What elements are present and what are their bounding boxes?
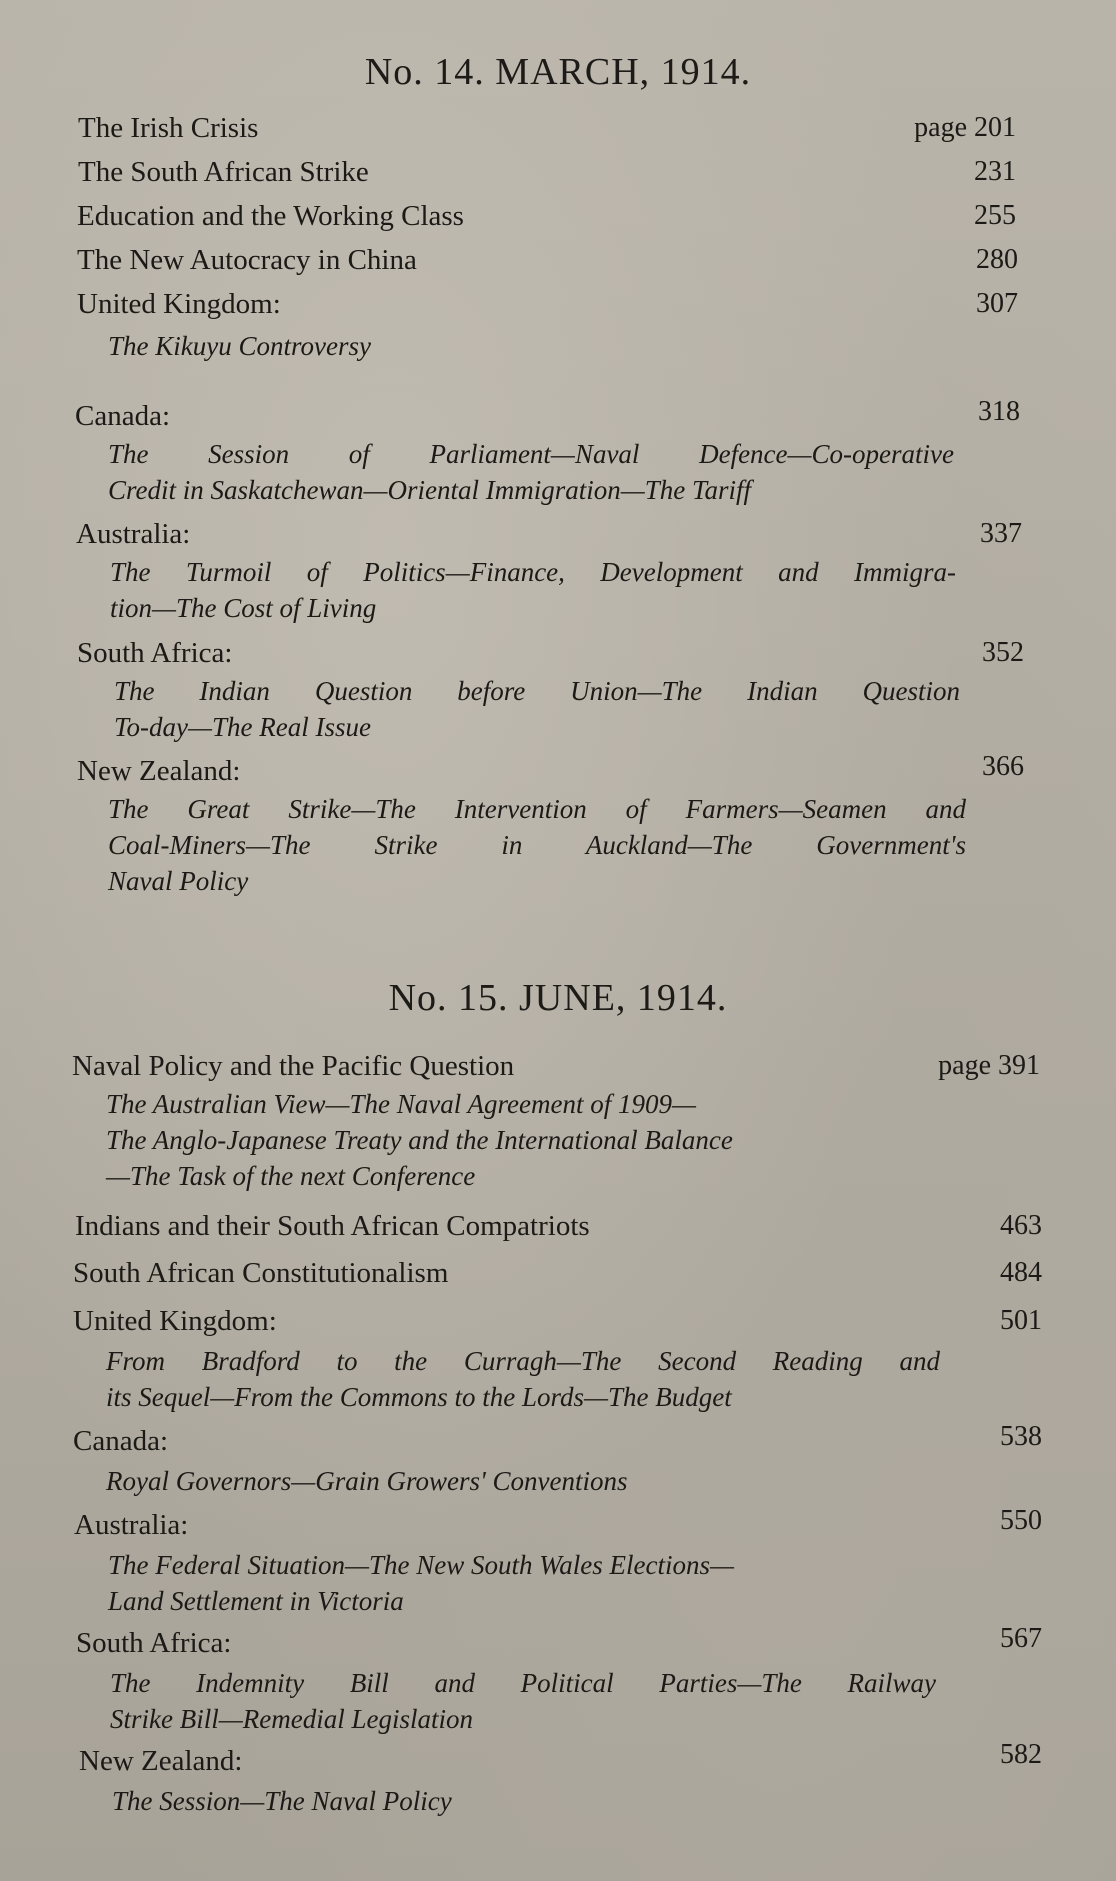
entry-title: The Irish Crisis	[78, 112, 259, 144]
subtopic-line: Coal-Miners—The Strike in Auckland—The Government's	[108, 830, 966, 860]
entry-title: South Africa:	[76, 1627, 232, 1659]
subtopic-line: The Session of Parliament—Naval Defence—Co-operative	[108, 439, 954, 469]
entry-subtopics	[108, 328, 968, 364]
subtopic-line: The Session—The Naval Policy	[112, 1786, 452, 1816]
subtopic-line: From Bradford to the Curragh—The Second Reading and	[106, 1346, 940, 1376]
subtopic-line: Strike Bill—Remedial Legislation	[110, 1704, 473, 1734]
entry-page-number: 484	[1000, 1257, 1042, 1288]
entry-subtopics	[106, 1343, 940, 1415]
entry-title: South African Constitutionalism	[73, 1257, 449, 1289]
subtopic-line: Credit in Saskatchewan—Oriental Immigration—The Tariff	[108, 475, 752, 505]
issue-15-heading: No. 15. JUNE, 1914.	[388, 977, 728, 1019]
entry-title: South Africa:	[77, 637, 233, 669]
subtopic-line: The Indian Question before Union—The Indian Question	[114, 676, 960, 706]
subtopic-line: Royal Governors—Grain Growers' Conventions	[106, 1466, 628, 1496]
entry-title: Australia:	[76, 518, 191, 550]
entry-subtopics	[108, 791, 966, 899]
subtopic-line: The Turmoil of Politics—Finance, Development and Immigra-	[110, 557, 956, 587]
entry-page-number: 352	[982, 637, 1024, 668]
entry-title: Indians and their South African Compatriots	[75, 1210, 590, 1242]
entry-page-number: 567	[1000, 1623, 1042, 1654]
entry-page-number: 463	[1000, 1210, 1042, 1241]
entry-page-number: 255	[974, 200, 1016, 231]
subtopic-line: Naval Policy	[108, 866, 249, 896]
entry-page-number: 582	[1000, 1739, 1042, 1770]
entry-title: Australia:	[74, 1509, 189, 1541]
entry-page-number: 318	[978, 396, 1020, 427]
subtopic-line: The Anglo-Japanese Treaty and the International Balance	[106, 1125, 733, 1155]
entry-title: Education and the Working Class	[77, 200, 464, 232]
subtopic-line: The Kikuyu Controversy	[108, 331, 371, 361]
entry-subtopics	[106, 1463, 940, 1499]
entry-subtopics	[110, 554, 956, 626]
entry-page-number: 538	[1000, 1421, 1042, 1452]
subtopic-line: The Great Strike—The Intervention of Farmers—Seamen and	[108, 794, 966, 824]
entry-page-number: 231	[974, 156, 1016, 187]
entry-page-number: page 391	[938, 1050, 1040, 1081]
entry-title: New Zealand:	[79, 1745, 243, 1777]
subtopic-line: The Federal Situation—The New South Wales Elections—	[108, 1550, 734, 1580]
entry-title: United Kingdom:	[73, 1305, 277, 1337]
entry-subtopics	[106, 1086, 936, 1194]
entry-title: The South African Strike	[78, 156, 369, 188]
entry-page-number: 501	[1000, 1305, 1042, 1336]
entry-title: United Kingdom:	[77, 288, 281, 320]
entry-subtopics	[108, 1547, 938, 1619]
entry-page-number: 366	[982, 751, 1024, 782]
entry-page-number: 280	[976, 244, 1018, 275]
entry-page-number: 307	[976, 288, 1018, 319]
subtopic-line: tion—The Cost of Living	[110, 593, 377, 623]
entry-subtopics	[110, 1665, 936, 1737]
subtopic-line: The Australian View—The Naval Agreement of 1909—	[106, 1089, 696, 1119]
entry-page-number: page 201	[914, 112, 1016, 143]
issue-14-heading: No. 14. MARCH, 1914.	[364, 51, 752, 93]
subtopic-line: Land Settlement in Victoria	[108, 1586, 404, 1616]
subtopic-line: To-day—The Real Issue	[114, 712, 371, 742]
subtopic-line: —The Task of the next Conference	[106, 1161, 476, 1191]
entry-page-number: 550	[1000, 1505, 1042, 1536]
entry-page-number: 337	[980, 518, 1022, 549]
entry-subtopics	[108, 436, 954, 508]
entry-subtopics	[114, 673, 960, 745]
entry-title: The New Autocracy in China	[77, 244, 417, 276]
entry-title: Naval Policy and the Pacific Question	[72, 1050, 515, 1082]
entry-title: Canada:	[73, 1425, 169, 1457]
subtopic-line: its Sequel—From the Commons to the Lords—The Budget	[106, 1382, 732, 1412]
subtopic-line: The Indemnity Bill and Political Parties—The Railway	[110, 1668, 936, 1698]
entry-title: Canada:	[75, 400, 171, 432]
entry-subtopics	[112, 1783, 938, 1819]
entry-title: New Zealand:	[77, 755, 241, 787]
